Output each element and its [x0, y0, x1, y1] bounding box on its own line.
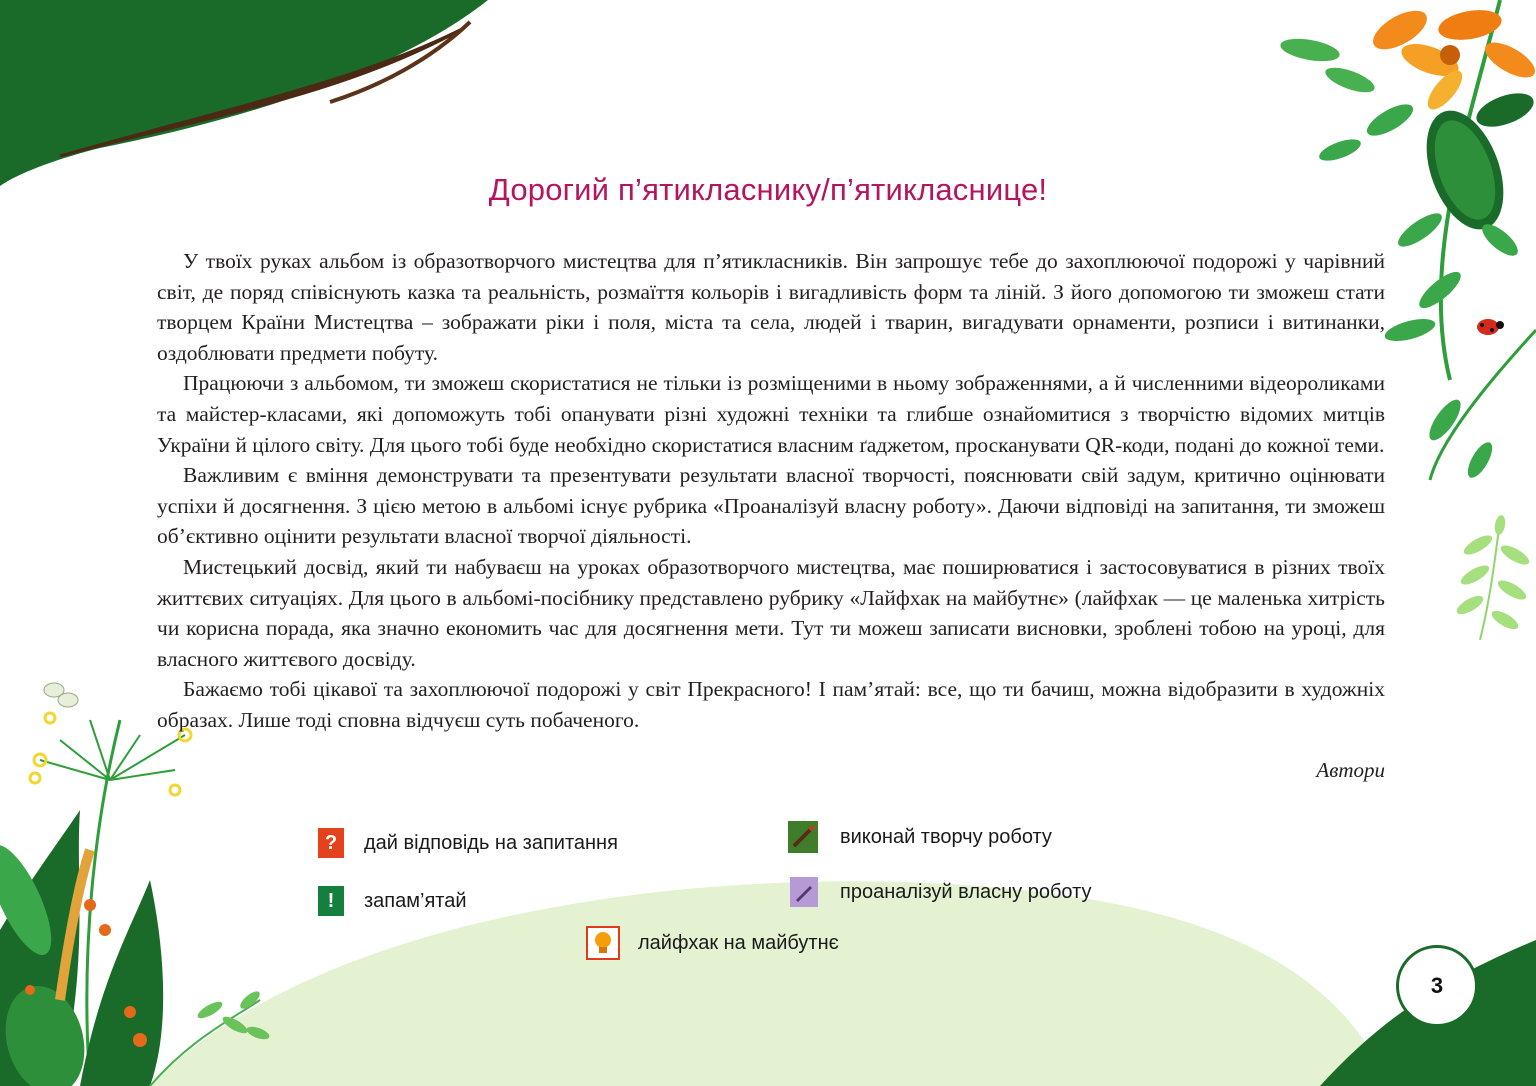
legend-remember	[318, 886, 467, 916]
page-title: Дорогий п’ятикласнику/п’ятикласнице!	[488, 172, 1048, 207]
legend-label: запам’ятай	[364, 889, 467, 912]
legend-label: проаналізуй власну роботу	[840, 880, 1092, 903]
legend-answer	[318, 828, 618, 858]
legend-label: лайфхак на майбутнє	[638, 931, 839, 954]
signature: Автори	[1316, 758, 1385, 782]
paragraph: У твоїх руках альбом із образотворчого мистецтва для п’ятикласників. Він запрошує тебе до захоплюючої подорожі у чарівний світ, де поряд співіснують казка та реальність, розмаїття кольорів і вигадливість форм та ліній. З його допомогою ти зможеш стати творцем Країни Мистецтва – зображати ріки і поля, міста та села, людей і тварин, вигадувати орнаменти, розписи і витинанки, оздоблювати предмети побуту.	[157, 249, 1385, 365]
legend-lifehack	[586, 926, 839, 960]
exclamation-icon: !	[318, 886, 344, 916]
pen-icon	[790, 877, 818, 907]
intro-text	[157, 246, 1385, 736]
paragraph: Важливим є вміння демонструвати та презентувати результати власної творчості, пояснювати свій задум, критично оцінювати успіхи й досягнення. З цією метою в альбомі існує рубрика «Проаналізуй власну роботу». Даючи відповіді на запитання, ти зможеш об’єктивно оцінити результати власної творчої діяльності.	[157, 463, 1385, 549]
bottom-left-foliage	[0, 683, 271, 1086]
lightbulb-icon	[586, 926, 620, 960]
question-icon: ?	[318, 828, 344, 858]
paragraph: Працюючи з альбомом, ти зможеш скористатися не тільки із розміщеними в ньому зображеннями, а й численними відеороликами та майстер-класами, які допоможуть тобі опанувати різні художні техніки та глибше ознайомитися з творчістю відомих митців України й цілого світу. Для цього тобі буде необхідно скористатися власним ґаджетом, просканувати QR-коди, подані до кожної теми.	[157, 371, 1385, 457]
top-left-green-shape	[0, 0, 488, 186]
paintbrush-icon	[788, 821, 818, 853]
paragraph: Мистецький досвід, який ти набуваєш на уроках образотворчого мистецтва, має поширюватися і застосовуватися в різних твоїх життєвих ситуаціях. Для цього в альбомі-посібнику представлено рубрику «Лайфхак на майбутнє» (лайфхак — це маленька хитрість чи корисна порада, яка значно економить час для досягнення мети. Тут ти можеш записати висновки, зроблені тобою на уроці, для власного життєвого досвіду.	[157, 554, 1385, 671]
page-number: 3	[1396, 945, 1478, 1027]
legend-label: дай відповідь на запитання	[364, 831, 618, 854]
legend-create	[788, 821, 1052, 853]
legend-label: виконай творчу роботу	[840, 825, 1052, 848]
paragraph: Бажаємо тобі цікавої та захоплюючої подорожі у світ Прекрасного! І пам’ятай: все, що ти бачиш, можна відобразити в художніх образах. Лише тоді сповна відчуєш суть побаченого.	[157, 677, 1385, 732]
right-sprig	[1454, 514, 1532, 640]
legend-analyze	[790, 877, 1091, 907]
